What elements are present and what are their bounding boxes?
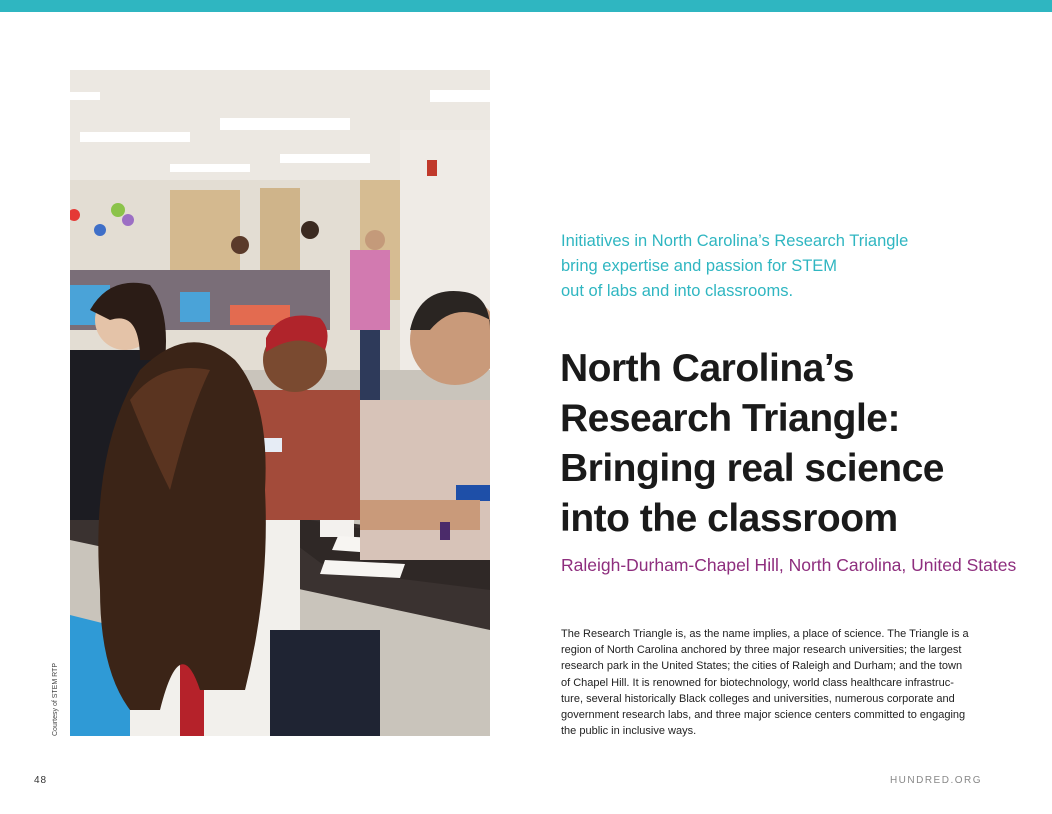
body-line: region of North Carolina anchored by three major research universities; the largest bbox=[561, 644, 962, 657]
location-subtitle: Raleigh-Durham-Chapel Hill, North Carolina, United States bbox=[561, 555, 1017, 575]
title-line: Research Triangle: bbox=[560, 397, 900, 440]
body-line: research park in the United States; the cities of Raleigh and Durham; and the town bbox=[561, 660, 963, 673]
body-line: of Chapel Hill. It is renowned for biotechnology, world class healthcare infrastruc- bbox=[561, 676, 954, 689]
body-line: ture, several historically Black colleges and universities, numerous corporate and bbox=[561, 692, 955, 705]
intro-line: bring expertise and passion for STEM bbox=[561, 257, 838, 275]
page-number: 48 bbox=[34, 775, 48, 786]
intro-line: Initiatives in North Carolina’s Research Triangle bbox=[561, 232, 909, 250]
site-url: HUNDRED.ORG bbox=[889, 775, 982, 786]
body-line: The Research Triangle is, as the name implies, a place of science. The Triangle is a bbox=[561, 628, 969, 640]
title-line: into the classroom bbox=[560, 497, 898, 540]
page-title bbox=[560, 344, 1030, 544]
title-line: North Carolina’s bbox=[560, 347, 854, 390]
intro-line: out of labs and into classrooms. bbox=[561, 282, 794, 300]
body-line: the public in inclusive ways. bbox=[561, 725, 697, 738]
top-accent-bar bbox=[0, 0, 1052, 12]
title-line: Bringing real science bbox=[560, 447, 944, 490]
intro-text bbox=[561, 229, 961, 304]
classroom-photo bbox=[70, 70, 490, 736]
body-line: government research labs, and three major science centers committed to engaging bbox=[561, 709, 966, 722]
body-paragraph bbox=[561, 626, 983, 739]
photo-credit: Courtesy of STEM RTP bbox=[52, 662, 59, 736]
